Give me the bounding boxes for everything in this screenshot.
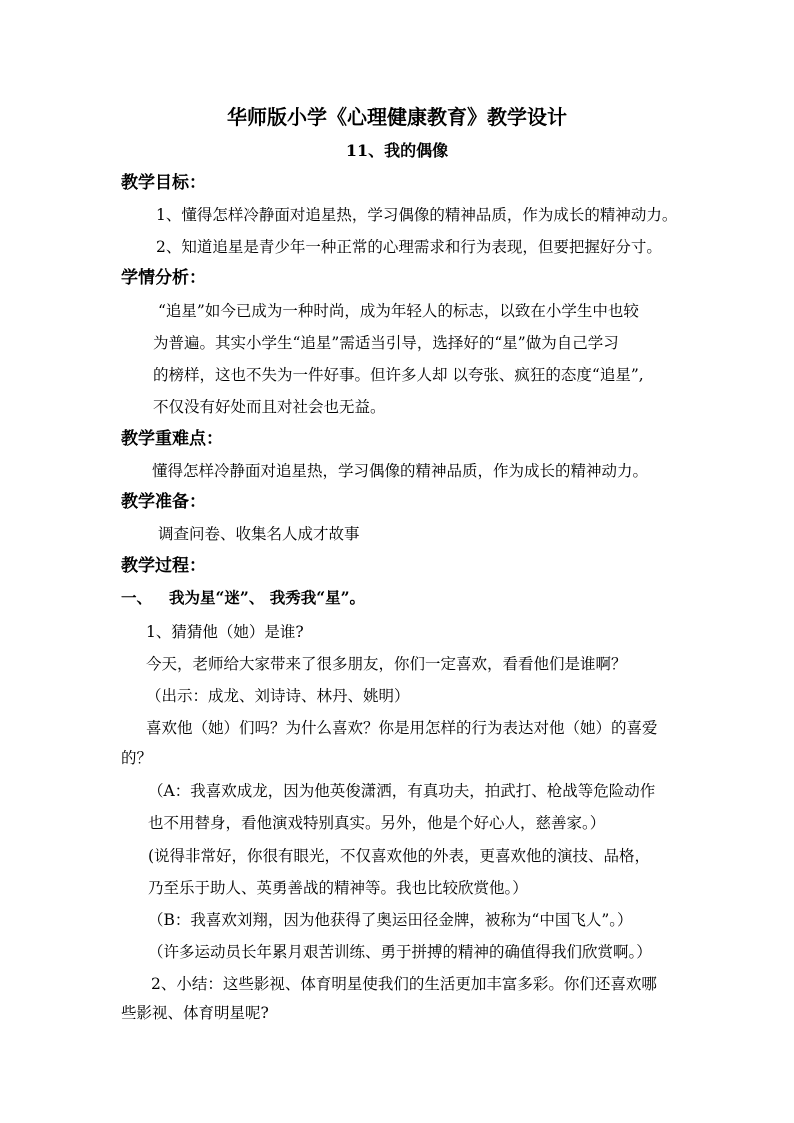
objectives-heading: 教学目标：: [121, 173, 206, 193]
key-points-line: 懂得怎样冷静面对追星热，学习偶像的精神品质，作为成长的精神动力。: [152, 462, 649, 480]
process-line: （许多运动员长年累月艰苦训练、勇于拼搏的精神的确值得我们欣赏啊。）: [148, 943, 652, 961]
analysis-line: 为普遍。其实小学生“追星”需适当引导，选择好的“星”做为自己学习: [153, 334, 619, 352]
process-line: （A：我喜欢成龙，因为他英俊潇洒，有真功夫，拍武打、枪战等危险动作: [148, 782, 656, 800]
process-line: 喜欢他（她）们吗？为什么喜欢？你是用怎样的行为表达对他（她）的喜爱: [146, 719, 658, 737]
analysis-line: 的榜样，这也不失为一件好事。但许多人却 以夸张、疯狂的态度“追星”,: [153, 366, 644, 384]
process-line: 的？: [121, 749, 153, 767]
process-line: （出示：成龙、刘诗诗、林丹、姚明）: [146, 687, 410, 705]
lesson-title: 11、我的偶像: [345, 141, 449, 160]
process-line: 乃至乐于助人、英勇善战的精神等。我也比较欣赏他。）: [148, 879, 528, 897]
key-points-heading: 教学重难点：: [121, 429, 223, 449]
process-line: 2、小结：这些影视、体育明星使我们的生活更加丰富多彩。你们还喜欢哪: [151, 975, 657, 993]
part-number: 一、: [121, 588, 153, 607]
part-title: 我为星“迷”、 我秀我“星”。: [169, 588, 366, 607]
process-line: 1、猜猜他（她）是谁?: [146, 623, 304, 641]
preparation-line: 调查问卷、收集名人成才故事: [158, 525, 360, 543]
objective-line: 2、知道追星是青少年一种正常的心理需求和行为表现，但要把握好分寸。: [156, 238, 662, 256]
process-line: 今天，老师给大家带来了很多朋友，你们一定喜欢，看看他们是谁啊？: [146, 655, 627, 673]
process-line: （B：我喜欢刘翔，因为他获得了奥运田径金牌，被称为“中国飞人”。）: [148, 911, 633, 929]
process-heading: 教学过程：: [121, 556, 206, 576]
document-title: 华师版小学《心理健康教育》教学设计: [227, 105, 567, 129]
process-line: 也不用替身，看他演戏特别真实。另外，他是个好心人，慈善家。）: [148, 814, 606, 832]
objective-line: 1、懂得怎样冷静面对追星热，学习偶像的精神品质，作为成长的精神动力。: [156, 206, 678, 224]
process-line: 些影视、体育明星呢?: [121, 1004, 269, 1022]
analysis-heading: 学情分析：: [121, 268, 206, 288]
analysis-line: 不仅没有好处而且对社会也无益。: [153, 398, 386, 416]
process-line: (说得非常好，你很有眼光，不仅喜欢他的外表，更喜欢他的演技、品格，: [148, 847, 651, 865]
preparation-heading: 教学准备：: [121, 492, 206, 512]
analysis-line: “追星”如今已成为一种时尚，成为年轻人的标志，以致在小学生中也较: [158, 302, 639, 320]
